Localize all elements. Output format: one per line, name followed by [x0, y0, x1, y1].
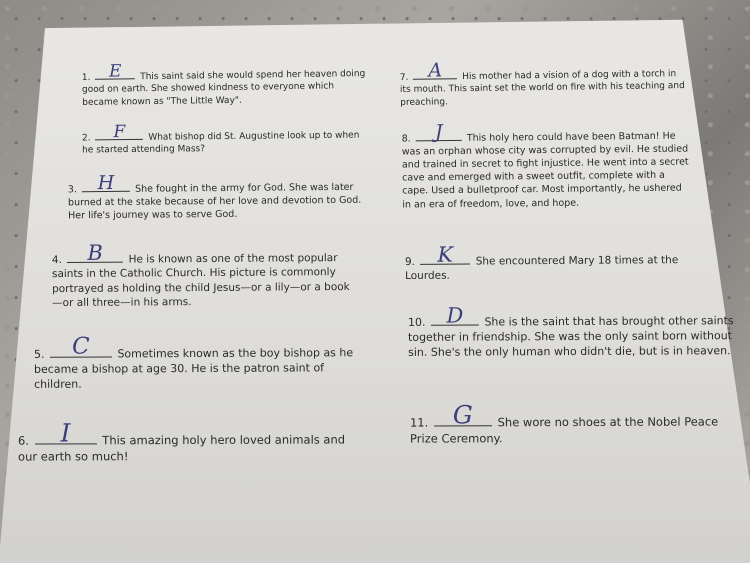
answer-blank: [67, 240, 123, 265]
question-text: Sometimes known as the boy bishop as he became a bishop at age 30. He is the patron saint of children.: [33, 346, 354, 392]
question-text: She is the saint that has brought other saints together in friendship. She was the only saint born without sin. She's the only human who didn't die, but is in heaven.: [407, 314, 734, 360]
answer-blank: [95, 61, 135, 82]
question-6: [17, 418, 363, 465]
handwritten-answer: G: [452, 400, 473, 430]
question-text: He is known as one of the most popular saints in the Catholic Church. His picture is commonly portrayed as holding the child Jesus—or a lily—or a book—or all three—in his arms.: [51, 252, 350, 310]
question-number: 6.: [17, 433, 29, 448]
answer-blank: [431, 303, 479, 328]
question-number: 1.: [81, 72, 91, 83]
handwritten-answer: J: [434, 121, 443, 144]
answer-blank: [413, 59, 457, 82]
answer-blank: [416, 121, 462, 144]
question-4: [51, 240, 357, 311]
answer-blank: [434, 400, 492, 430]
question-1: [81, 61, 368, 109]
question-number: 9.: [404, 255, 416, 269]
question-7: [399, 59, 686, 109]
question-10: [407, 303, 738, 360]
answer-blank: [82, 171, 130, 195]
handwritten-answer: F: [113, 122, 126, 143]
question-number: 11.: [409, 415, 429, 430]
handwritten-answer: E: [108, 61, 122, 82]
question-11: [409, 400, 746, 447]
handwritten-answer: D: [446, 303, 464, 328]
answer-blank: [95, 122, 143, 143]
question-text: This amazing holy hero loved animals and our earth so much!: [18, 432, 346, 464]
question-number: 7.: [399, 72, 409, 83]
answer-blank: [50, 333, 112, 360]
question-text: His mother had a vision of a dog with a torch in its mouth. This saint set the world on fire with his teaching and preaching.: [399, 69, 685, 108]
question-2: [81, 122, 362, 158]
question-number: 4.: [51, 253, 62, 267]
question-number: 2.: [81, 133, 91, 144]
question-number: 5.: [33, 347, 45, 361]
question-5: [33, 333, 364, 392]
question-text: She encountered Mary 18 times at the Lourdes.: [405, 254, 679, 283]
question-9: [404, 242, 695, 284]
handwritten-answer: A: [428, 59, 443, 82]
handwritten-answer: H: [97, 171, 115, 195]
answer-blank: [420, 242, 470, 267]
question-number: 3.: [67, 184, 78, 196]
question-text: She wore no shoes at the Nobel Peace Prize Ceremony.: [410, 414, 719, 446]
handwritten-answer: K: [437, 242, 454, 267]
handwritten-answer: B: [87, 240, 103, 265]
question-text: What bishop did St. Augustine look up to when he started attending Mass?: [82, 130, 360, 156]
handwritten-answer: I: [60, 418, 71, 448]
question-3: [67, 171, 373, 223]
question-text: This saint said she would spend her heaven doing good on earth. She showed kindness to everyone which became known as "The Little Way".: [81, 69, 366, 108]
question-number: 8.: [401, 133, 411, 145]
question-text: This holy hero could have been Batman! He was an orphan whose city was corrupted by evil. He studied and trained in secret to fight injustice. He went into a secret cave and emerged with a sweet outfit, complete with a cape. Used a bulletproof car. Most importantly, he ushered in an era of freedom, love, and hope.: [401, 130, 689, 211]
question-8: [401, 121, 693, 211]
question-text: She fought in the army for God. She was later burned at the stake because of her love and devotion to God. Her life's journey was to serve God.: [67, 181, 362, 222]
answer-blank: [35, 418, 97, 448]
handwritten-answer: C: [72, 333, 90, 360]
question-number: 10.: [407, 315, 426, 329]
